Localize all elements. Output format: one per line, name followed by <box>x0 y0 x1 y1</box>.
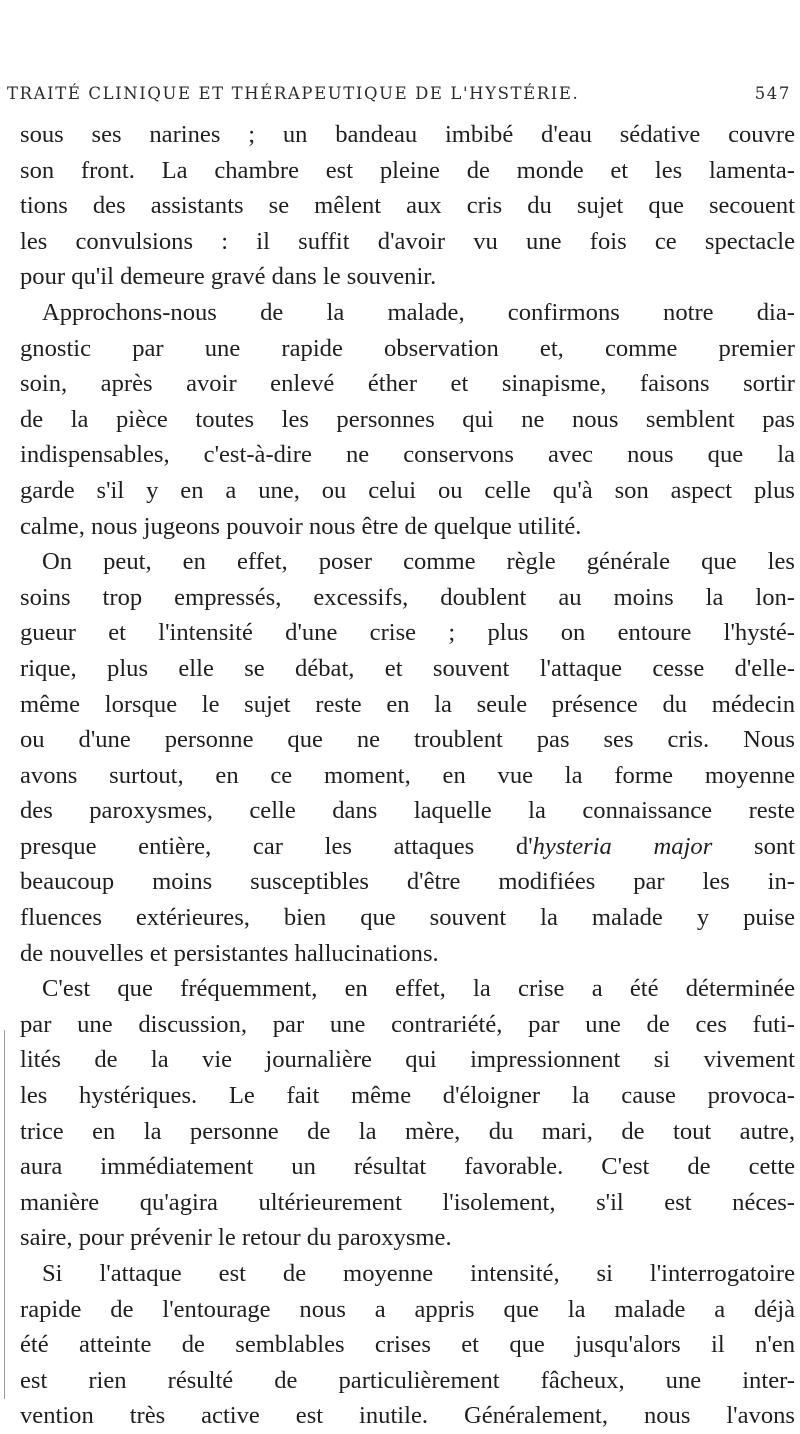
text-segment: Approchons-nous de la malade, confirmons notre dia- <box>42 298 795 326</box>
text-line <box>20 295 795 331</box>
text-segment: trice en la personne de la mère, du mari, de tout autre, <box>20 1117 795 1145</box>
text-segment: manière qu'agira ultérieurement l'isolement, s'il est néces- <box>20 1188 795 1216</box>
text-line <box>20 1114 795 1150</box>
text-line <box>20 793 795 829</box>
text-line <box>20 687 795 723</box>
text-line <box>20 1363 795 1399</box>
text-segment: presque entière, car les attaques d' <box>20 832 533 860</box>
text-line <box>20 331 795 367</box>
text-segment: pour qu'il demeure gravé dans le souvenir. <box>20 263 437 291</box>
text-segment: soins trop empressés, excessifs, doublent au moins la lon- <box>20 583 795 611</box>
text-line <box>20 188 795 224</box>
text-line <box>20 1149 795 1185</box>
text-line <box>20 1185 795 1221</box>
text-line <box>20 509 795 545</box>
text-line <box>20 1327 795 1363</box>
text-segment: fluences extérieures, bien que souvent la malade y puise <box>20 904 795 932</box>
text-segment: rique, plus elle se débat, et souvent l'attaque cesse d'elle- <box>20 654 795 682</box>
text-segment: son front. La chambre est pleine de monde et les lamenta- <box>20 156 795 184</box>
text-segment: sont <box>712 832 795 860</box>
running-head-title: TRAITÉ CLINIQUE ET THÉRAPEUTIQUE DE L'HYSTÉRIE. <box>7 84 580 103</box>
running-head <box>7 84 793 112</box>
text-segment: On peut, en effet, poser comme règle générale que les <box>42 548 795 576</box>
text-segment: soin, après avoir enlevé éther et sinapisme, faisons sortir <box>20 370 795 398</box>
text-line <box>20 864 795 900</box>
italic-term: hysteria major <box>532 832 713 860</box>
text-line <box>20 224 795 260</box>
text-line <box>20 1042 795 1078</box>
text-segment: est rien résulté de particulièrement fâcheux, une inter- <box>20 1366 795 1394</box>
text-segment: vention très active est inutile. Généralement, nous l'avons <box>20 1402 795 1430</box>
text-segment: Si l'attaque est de moyenne intensité, si l'interrogatoire <box>42 1260 795 1287</box>
text-segment: avons surtout, en ce moment, en vue la forme moyenne <box>20 761 795 789</box>
text-line <box>20 722 795 758</box>
text-line <box>20 1220 795 1256</box>
text-line <box>20 580 795 616</box>
text-segment: de la pièce toutes les personnes qui ne nous semblent pas <box>20 405 795 433</box>
page-number: 547 <box>754 84 791 103</box>
text-line <box>20 544 795 580</box>
text-segment: sous ses narines ; un bandeau imbibé d'eau sédative couvre <box>20 121 795 148</box>
text-line <box>20 473 795 509</box>
text-segment: des paroxysmes, celle dans laquelle la connaissance reste <box>20 797 795 825</box>
text-segment: été atteinte de semblables crises et que jusqu'alors il n'en <box>20 1331 795 1359</box>
text-segment: tions des assistants se mêlent aux cris du sujet que secouent <box>20 192 795 220</box>
margin-rule <box>4 1030 5 1399</box>
text-segment: garde s'il y en a une, ou celui ou celle qu'à son aspect plus <box>20 476 795 504</box>
text-segment: même lorsque le sujet reste en la seule présence du médecin <box>20 690 795 718</box>
text-line <box>20 651 795 687</box>
text-segment: les hystériques. Le fait même d'éloigner la cause provoca- <box>20 1082 795 1110</box>
text-line <box>20 758 795 794</box>
text-segment: calme, nous jugeons pouvoir nous être de quelque utilité. <box>20 512 582 540</box>
text-segment: aura immédiatement un résultat favorable. C'est de cette <box>20 1153 795 1181</box>
text-line <box>20 829 795 865</box>
text-line <box>20 1292 795 1328</box>
text-segment: C'est que fréquemment, en effet, la crise a été déterminée <box>42 975 795 1003</box>
text-line <box>20 971 795 1007</box>
text-segment: saire, pour prévenir le retour du paroxysme. <box>20 1224 452 1252</box>
text-line <box>20 936 795 972</box>
text-segment: ou d'une personne que ne troublent pas ses cris. Nous <box>20 726 795 754</box>
text-line <box>20 437 795 473</box>
text-segment: de nouvelles et persistantes hallucinations. <box>20 939 439 967</box>
text-segment: rapide de l'entourage nous a appris que la malade a déjà <box>20 1295 795 1323</box>
body-text <box>20 117 795 1434</box>
text-line <box>20 1256 795 1292</box>
text-segment: lités de la vie journalière qui impressionnent si vivement <box>20 1046 795 1074</box>
text-line <box>20 402 795 438</box>
text-line <box>20 259 795 295</box>
text-segment: les convulsions : il suffit d'avoir vu une fois ce spectacle <box>20 227 795 255</box>
text-line <box>20 1398 795 1434</box>
text-line <box>20 615 795 651</box>
text-segment: par une discussion, par une contrariété, par une de ces futi- <box>20 1010 795 1038</box>
text-line <box>20 1007 795 1043</box>
text-line <box>20 117 795 153</box>
text-line <box>20 900 795 936</box>
text-segment: beaucoup moins susceptibles d'être modifiées par les in- <box>20 868 795 896</box>
text-segment: gnostic par une rapide observation et, comme premier <box>20 334 795 362</box>
text-line <box>20 366 795 402</box>
text-line <box>20 153 795 189</box>
text-segment: gueur et l'intensité d'une crise ; plus on entoure l'hysté- <box>20 619 795 647</box>
text-line <box>20 1078 795 1114</box>
text-segment: indispensables, c'est-à-dire ne conservons avec nous que la <box>20 441 795 469</box>
